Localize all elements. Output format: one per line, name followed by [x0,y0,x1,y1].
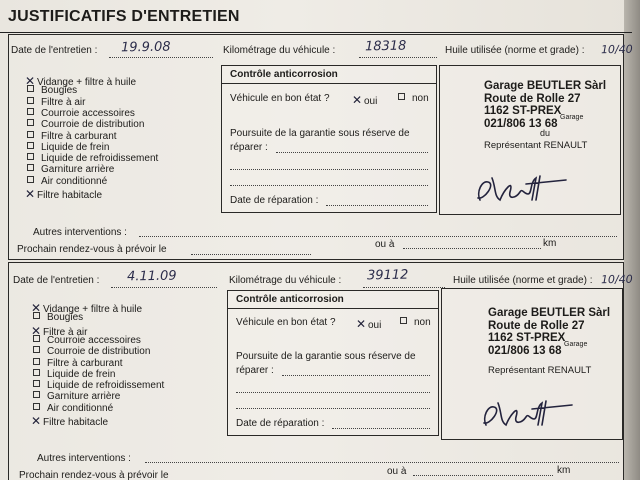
date-line [109,57,213,58]
heading-rule [0,32,632,33]
checklist-item-label: Filtre habitacle [43,417,109,428]
checklist-item [33,380,164,391]
other-work-label: Autres interventions : [33,227,127,238]
oui-option: ✕ oui [352,93,378,107]
warranty-label-1: Poursuite de la garantie sous réserve de [230,128,410,139]
checklist-item-label: Courroie accessoires [41,107,135,119]
empty-checkbox-icon [27,85,34,92]
warranty-label-2: réparer : [230,142,268,153]
oil-label: Huile utilisée (norme et grade) : [453,275,593,286]
next-date-line [191,254,311,255]
cross-mark-icon: ✕ [31,414,42,428]
checklist-item [33,369,115,380]
km-unit: km [557,465,571,476]
date-value: 19.9.08 [120,39,171,56]
km-value: 18318 [364,38,407,55]
page-heading: JUSTIFICATIFS D'ENTRETIEN [8,8,240,25]
checklist-item-label: Vidange + filtre à huile [37,77,137,88]
empty-checkbox-icon [27,131,34,138]
checklist-item-label: Vidange + filtre à huile [43,304,143,315]
empty-checkbox-icon [33,312,40,319]
other-work-label: Autres interventions : [37,453,131,464]
date-value: 4.11.09 [126,268,177,285]
stamp-overprint: Garage [560,114,584,121]
good-condition-label: Véhicule en bon état ? [230,93,330,104]
checklist-item-label: Air conditionné [47,402,114,414]
empty-checkbox-icon [33,369,40,376]
checklist-item-label: Bougies [47,312,84,324]
anticorrosion-title: Contrôle anticorrosion [222,66,436,84]
garage-stamp-box [439,65,621,215]
oui-check-icon: ✕ [356,317,367,331]
repair-date-label: Date de réparation : [236,418,325,429]
checklist-item [27,131,117,142]
warranty-label-1: Poursuite de la garantie sous réserve de [236,351,416,362]
cross-mark-icon: ✕ [31,323,42,338]
checklist-item-label: Garniture arrière [47,391,121,403]
checklist-item [27,119,144,130]
km-line [363,287,445,288]
checklist-item [27,187,102,201]
checklist-item [33,358,123,369]
checklist-item [27,142,109,153]
checklist-item [33,312,83,323]
entry-section-2 [8,262,633,480]
garage-stamp-box [441,288,623,440]
repair-line [276,152,428,153]
empty-checkbox-icon [27,164,34,171]
checklist-item-label: Filtre à carburant [47,357,123,369]
checklist-item [33,346,150,357]
next-appointment-label: Prochain rendez-vous à prévoir le [19,470,169,480]
empty-checkbox-icon [33,380,40,387]
empty-checkbox-icon [33,346,40,353]
anticorrosion-box [221,65,437,213]
km-line [359,57,437,58]
oil-label: Huile utilisée (norme et grade) : [445,45,585,56]
checklist-item-label: Air conditionné [41,175,108,187]
stamp-overprint: Garage [564,341,588,348]
next-appointment-label: Prochain rendez-vous à prévoir le [17,244,167,255]
garage-stamp: Garage BEUTLER Sàrl Route de Rolle 27 1162 ST-PREX 021/806 13 68 [488,307,611,357]
cross-mark-icon: ✕ [31,301,42,315]
checklist-item [33,414,108,428]
stamp-du: du [540,128,551,138]
entry-section-1 [8,34,633,260]
checklist-item-label: Liquide de frein [41,141,110,153]
km-label: Kilométrage du véhicule : [229,275,342,286]
cross-mark-icon: ✕ [25,74,36,88]
checklist-item [27,85,77,96]
non-checkbox-icon [398,93,405,100]
empty-checkbox-icon [27,153,34,160]
next-km-line [403,248,541,249]
km-value: 39112 [366,267,409,284]
cross-mark-icon: ✕ [25,187,36,201]
checklist-item-label: Courroie accessoires [47,334,141,346]
non-option: non [398,93,429,104]
stamp-representative: Représentant RENAULT [484,140,588,151]
non-checkbox-icon [400,317,407,324]
checklist-item-label: Liquide de refroidissement [47,380,165,392]
oil-value: 10/40 [600,272,633,287]
repair-date-label: Date de réparation : [230,195,319,206]
empty-checkbox-icon [33,358,40,365]
oil-value: 10/40 [600,42,633,57]
other-work-line [139,236,617,237]
checklist-item-label: Garniture arrière [41,164,115,176]
checklist-item-label: Courroie de distribution [41,119,145,131]
oui-option: ✕ oui [356,317,382,331]
anticorrosion-title: Contrôle anticorrosion [228,291,438,309]
empty-checkbox-icon [33,335,40,342]
checklist-item [33,403,113,414]
checklist-item [27,164,114,175]
warranty-label-2: réparer : [236,365,274,376]
checklist-item-label: Filtre à air [41,96,86,108]
checklist-item [27,176,107,187]
good-condition-label: Véhicule en bon état ? [236,317,336,328]
empty-checkbox-icon [27,176,34,183]
km-label: Kilométrage du véhicule : [223,45,336,56]
empty-checkbox-icon [27,108,34,115]
empty-checkbox-icon [33,403,40,410]
or-at-label: ou à [375,239,395,250]
checklist-item [33,335,141,346]
non-option: non [400,317,431,328]
stamp-representative: Représentant RENAULT [488,365,592,376]
anticorrosion-box [227,290,439,436]
date-line [111,287,217,288]
empty-checkbox-icon [27,142,34,149]
next-page-edge [624,0,640,480]
or-at-label: ou à [387,466,407,477]
signature [480,395,576,431]
empty-checkbox-icon [33,391,40,398]
checklist-item [27,108,135,119]
repair-line [230,169,428,170]
signature [474,170,570,206]
oui-check-icon: ✕ [352,93,363,107]
empty-checkbox-icon [27,119,34,126]
repair-line [230,185,428,186]
repair-line [236,392,430,393]
repair-date-line [332,428,430,429]
date-label: Date de l'entretien : [13,275,100,286]
repair-line [282,375,430,376]
checklist-item-label: Bougies [41,85,78,97]
checklist-item-label: Liquide de frein [47,368,116,380]
repair-date-line [326,205,428,206]
empty-checkbox-icon [27,97,34,104]
checklist-item-label: Liquide de refroidissement [41,153,159,165]
checklist-item [27,97,85,108]
checklist-item-label: Filtre à air [43,326,88,338]
checklist-item [27,153,158,164]
checklist-item-label: Courroie de distribution [47,346,151,358]
garage-stamp: Garage BEUTLER Sàrl Route de Rolle 27 1162 ST-PREX 021/806 13 68 [484,80,607,130]
checklist-item-label: Filtre habitacle [37,190,103,201]
checklist-item [33,391,120,402]
repair-line [236,408,430,409]
checklist-item-label: Filtre à carburant [41,130,117,142]
km-unit: km [543,238,557,249]
other-work-line [145,462,619,463]
date-label: Date de l'entretien : [11,45,98,56]
next-km-line [413,475,553,476]
